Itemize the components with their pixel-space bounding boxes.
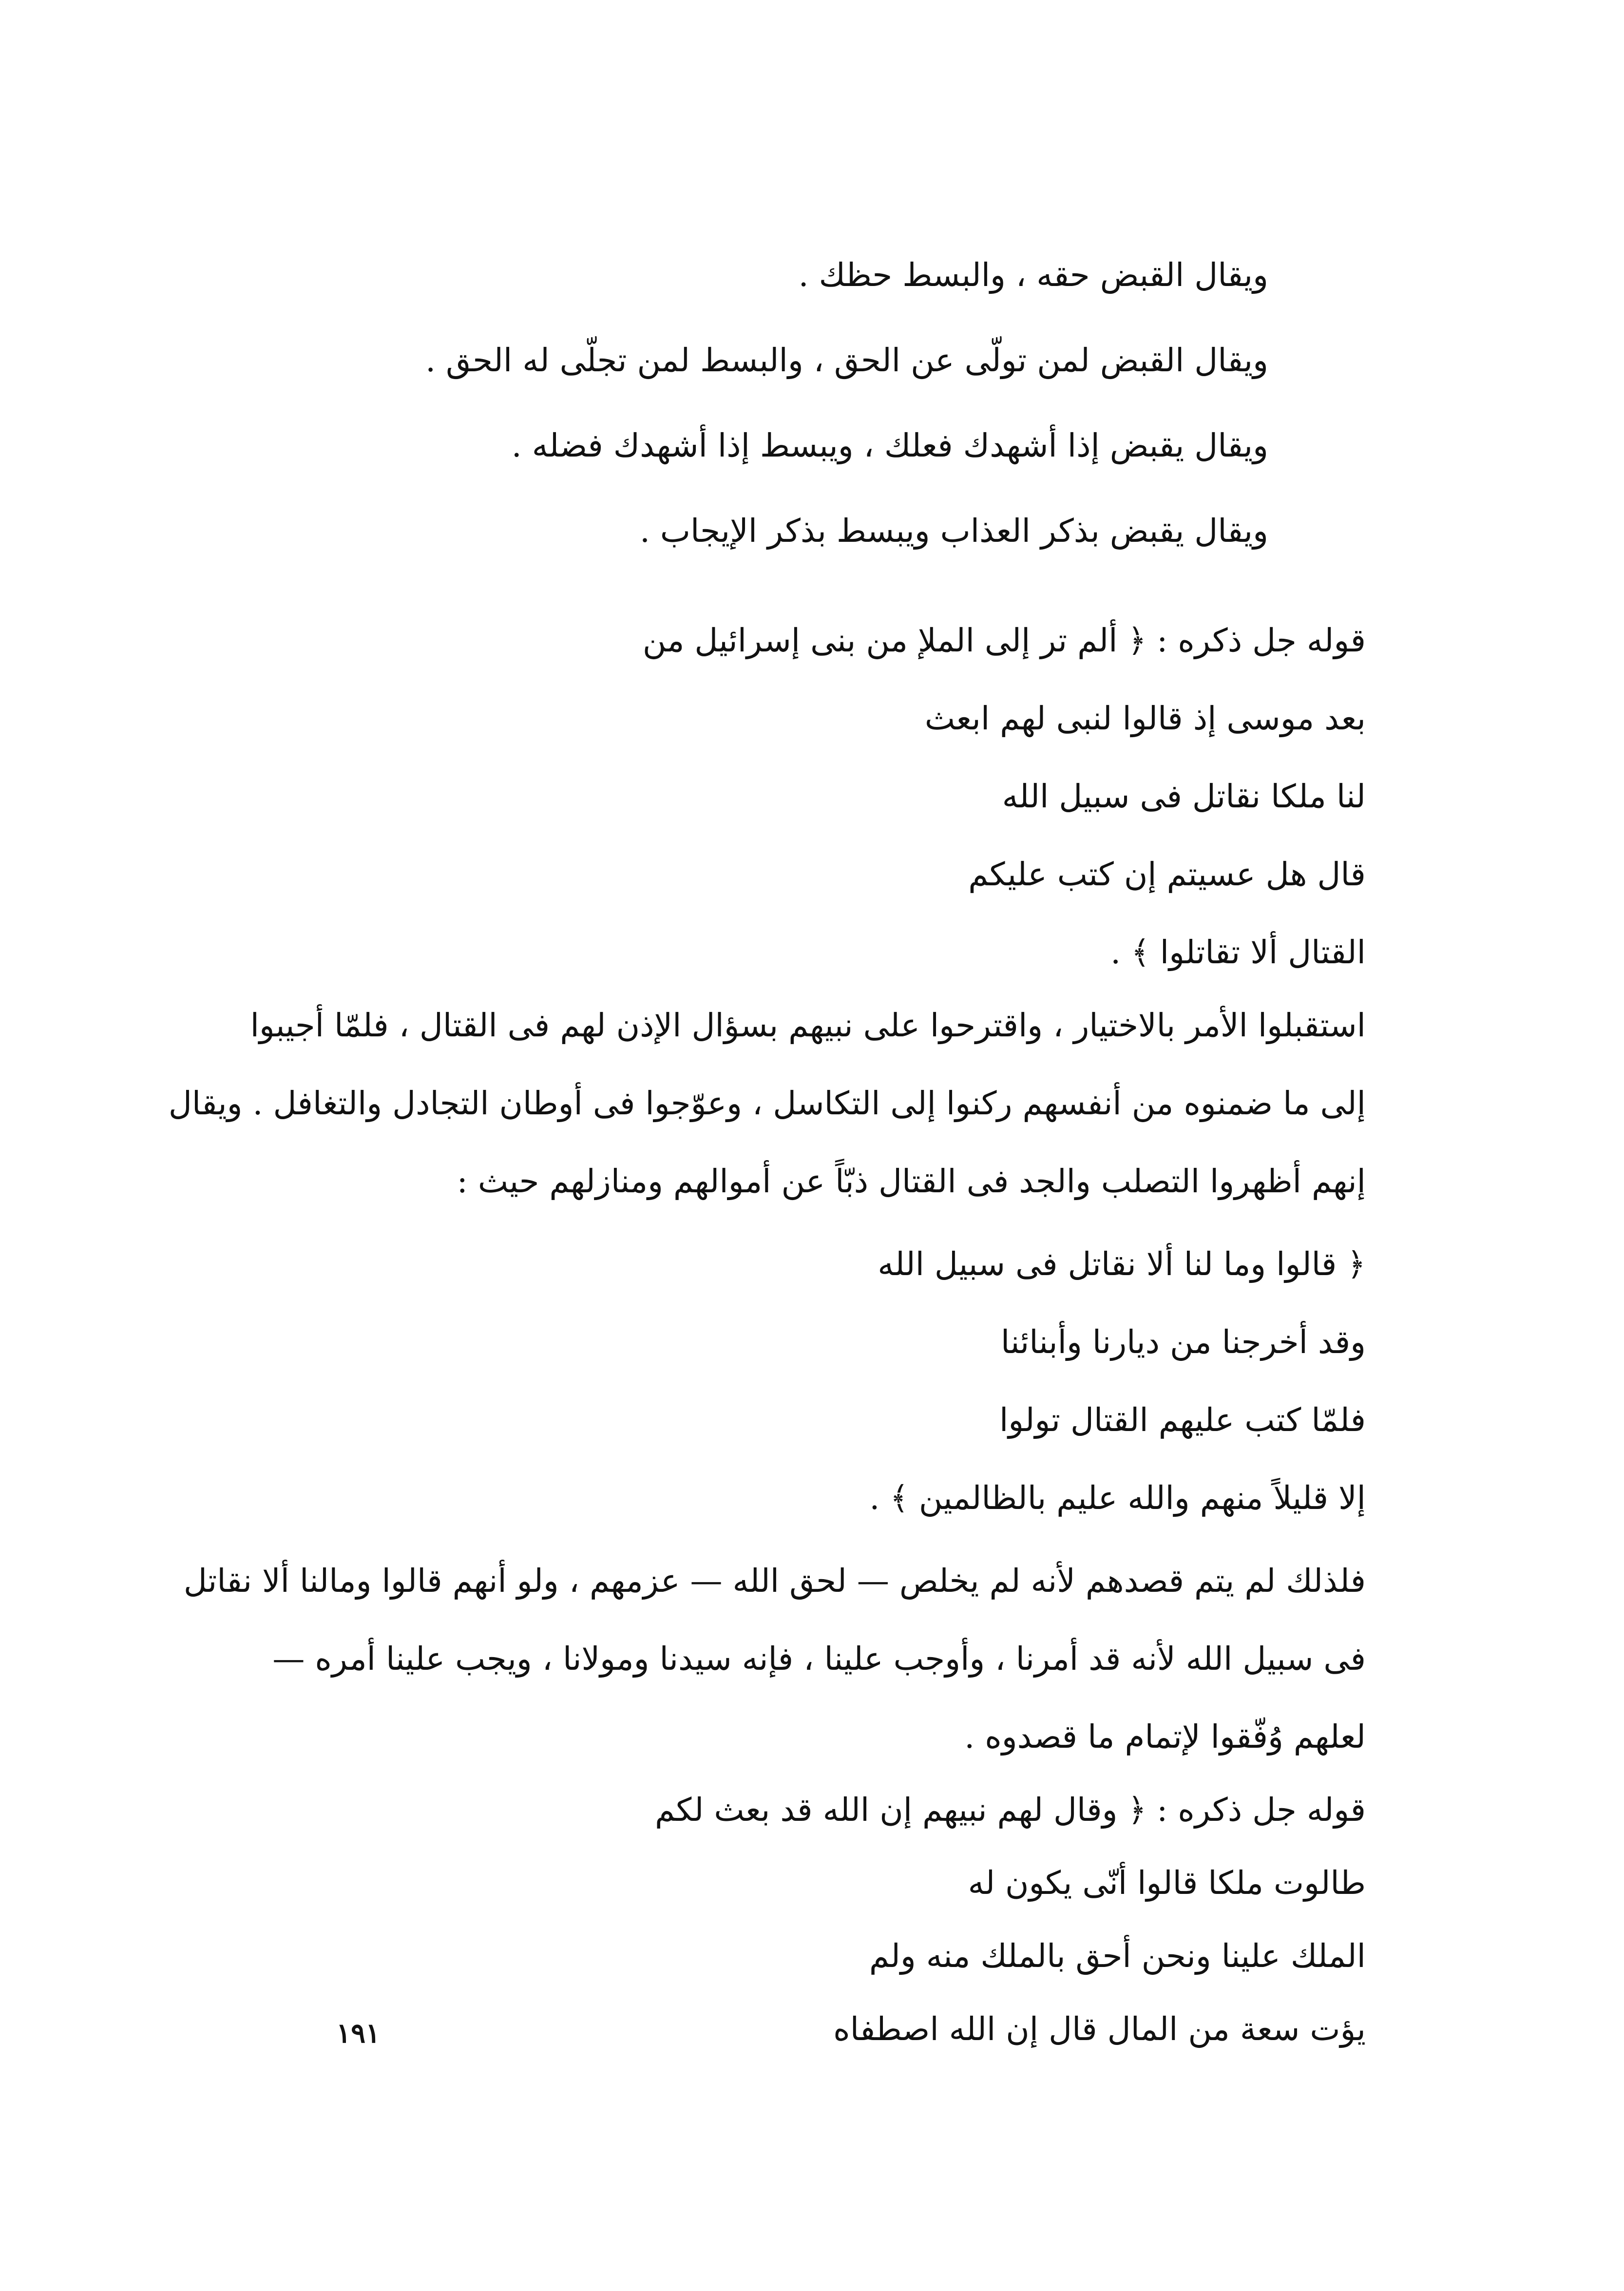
text-line: إلى ما ضمنوه من أنفسهم ركنوا إلى التكاسل ، وعوّجوا فى أوطان التجادل والتغافل . ويقال [168, 1085, 1366, 1122]
verse-line: فلمّا كتب عليهم القتال تولوا [999, 1401, 1366, 1439]
verse-line: قال هل عسيتم إن كتب عليكم [968, 856, 1366, 893]
text-line: استقبلوا الأمر بالاختيار ، واقترحوا على نبيهم بسؤال الإذن لهم فى القتال ، فلمّا أجيبوا [250, 1007, 1366, 1044]
verse-line: الملك علينا ونحن أحق بالملك منه ولم [869, 1937, 1366, 1975]
text-line: ويقال القبض لمن تولّى عن الحق ، والبسط لمن تجلّى له الحق . [425, 342, 1268, 379]
verse-line: قوله جل ذكره : ﴿ ألم تر إلى الملإ من بنى إسرائيل من [642, 622, 1366, 659]
text-line: فلذلك لم يتم قصدهم لأنه لم يخلص — لحق الله — عزمهم ، ولو أنهم قالوا ومالنا ألا نقاتل [183, 1562, 1366, 1600]
verse-line: بعد موسى إذ قالوا لنبى لهم ابعث [924, 700, 1366, 737]
verse-line: يؤت سعة من المال قال إن الله اصطفاه [833, 2010, 1366, 2048]
verse-line: ﴿ قالوا وما لنا ألا نقاتل فى سبيل الله [878, 1245, 1366, 1283]
text-line: ويقال القبض حقه ، والبسط حظك . [798, 256, 1268, 294]
verse-line: وقد أخرجنا من ديارنا وأبنائنا [1000, 1323, 1366, 1361]
verse-line: القتال ألا تقاتلوا ﴾ . [1110, 934, 1366, 971]
verse-line: طالوت ملكا قالوا أنّى يكون له [968, 1864, 1366, 1902]
text-line: فى سبيل الله لأنه قد أمرنا ، وأوجب علينا ، فإنه سيدنا ومولانا ، ويجب علينا أمره — [272, 1640, 1366, 1678]
text-line: لعلهم وُفّقوا لإتمام ما قصدوه . [964, 1718, 1366, 1756]
verse-line: قوله جل ذكره : ﴿ وقال لهم نبيهم إن الله قد بعث لكم [654, 1791, 1366, 1829]
verse-line: إلا قليلاً منهم والله عليم بالظالمين ﴾ . [869, 1479, 1366, 1517]
text-line: إنهم أظهروا التصلب والجد فى القتال ذبّاً عن أموالهم ومنازلهم حيث : [457, 1163, 1366, 1200]
text-line: ويقال يقبض بذكر العذاب ويبسط بذكر الإيجاب . [639, 512, 1268, 550]
page-number: ١٩١ [336, 2017, 381, 2049]
text-line: ويقال يقبض إذا أشهدك فعلك ، ويبسط إذا أشهدك فضله . [511, 427, 1268, 464]
verse-line: لنا ملكا نقاتل فى سبيل الله [1002, 778, 1366, 815]
